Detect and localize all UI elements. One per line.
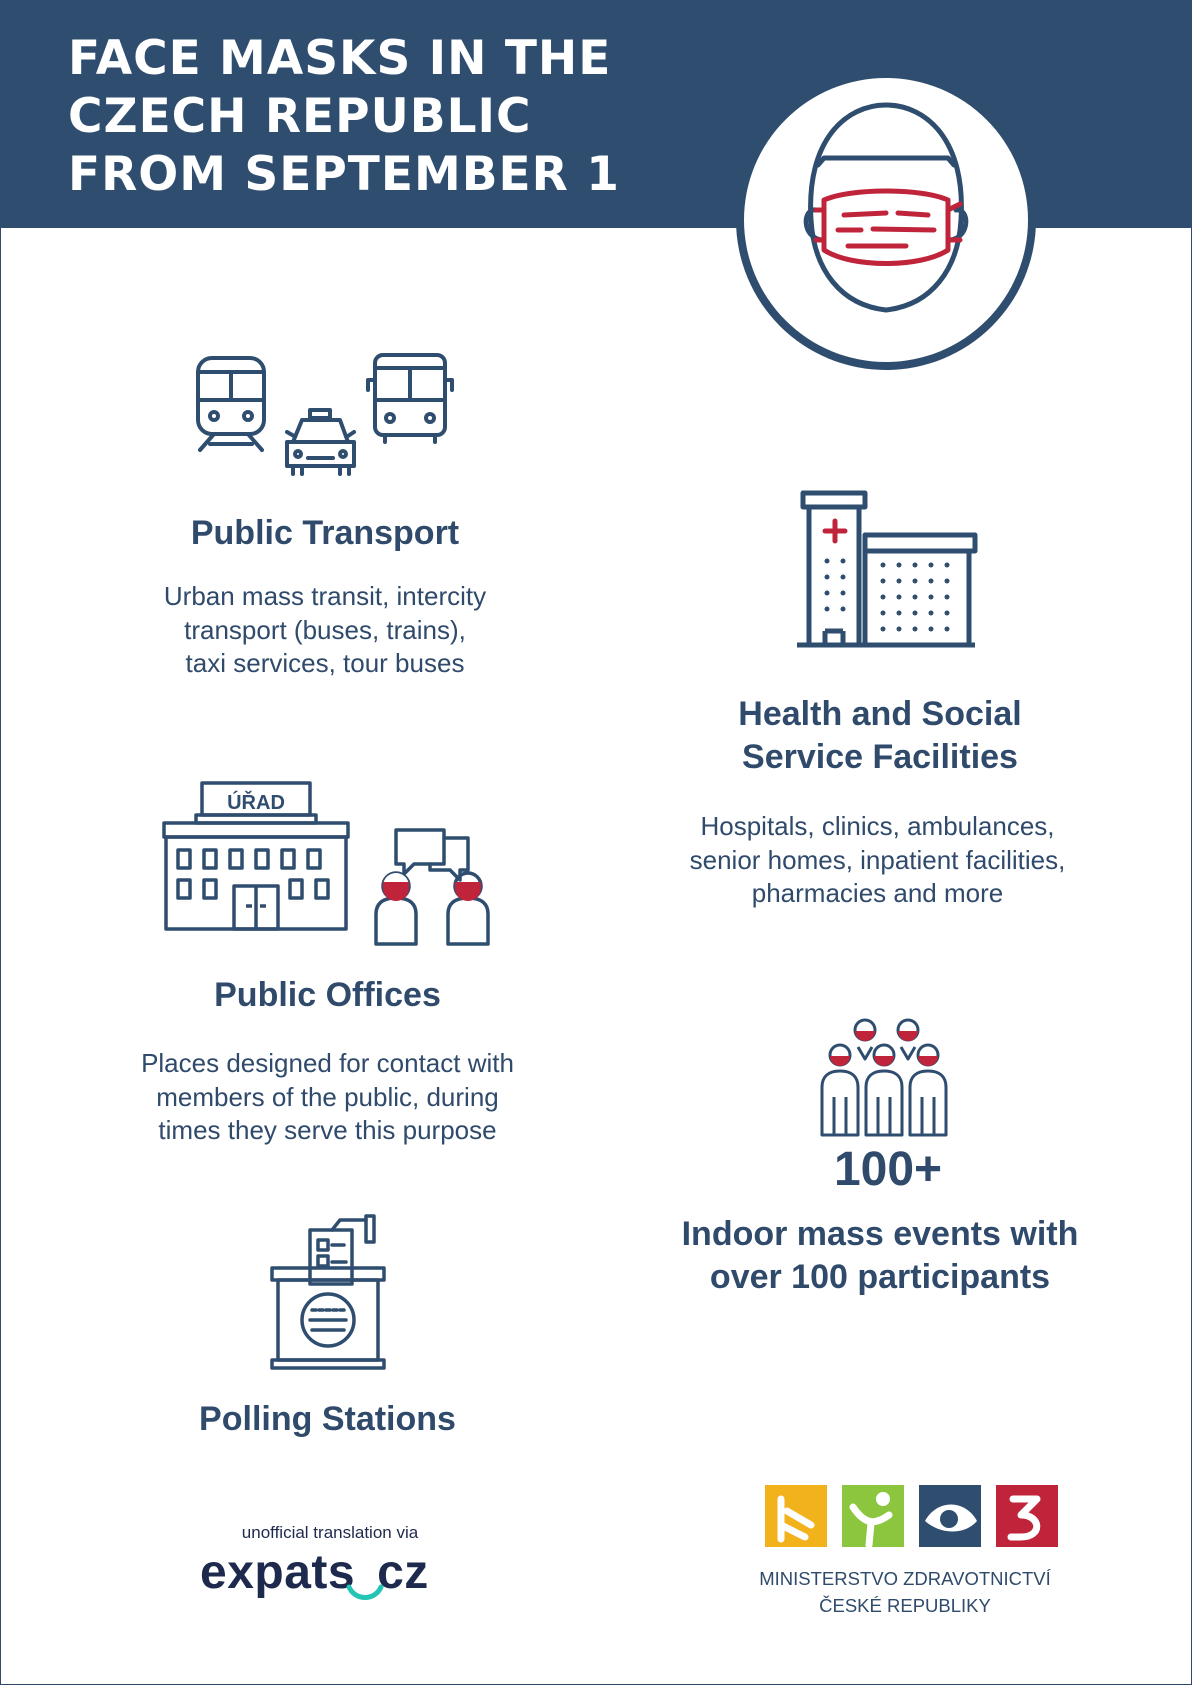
face-mask-icon — [736, 70, 1036, 370]
translation-credit: unofficial translation via — [241, 1523, 419, 1542]
brand-left-text: expats — [200, 1546, 356, 1599]
bus-icon — [368, 355, 452, 442]
mass-events-title: Indoor mass events with over 100 participants — [681, 1215, 1079, 1296]
brand-right-text: cz — [377, 1546, 429, 1599]
public-offices-title: Public Offices — [214, 976, 441, 1014]
public-offices-description: Places designed for contact with members of the public, during times they serve this purpose — [141, 1048, 514, 1145]
hospital-icon — [795, 485, 985, 665]
public-office-icons — [160, 778, 510, 948]
public-transport-title: Public Transport — [190, 514, 460, 552]
taxi-icon — [287, 410, 354, 474]
ministry-of-health-logo — [765, 1485, 1060, 1551]
train-icon — [198, 358, 264, 450]
ballot-box-icon — [270, 1212, 395, 1372]
health-facilities-description: Hospitals, clinics, ambulances, senior homes, inpatient facilities, pharmacies and more — [689, 811, 1066, 908]
public-transport-description: Urban mass transit, intercity transport (buses, trains), taxi services, tour buses — [163, 581, 487, 678]
office-sign-text: ÚŘAD — [227, 792, 285, 814]
transport-icons — [190, 350, 470, 480]
smile-underline-icon — [345, 1583, 385, 1603]
health-facilities-title: Health and Social Service Facilities — [738, 695, 1022, 776]
participants-count: 100+ — [833, 1143, 943, 1196]
crowd-icon — [820, 1017, 955, 1142]
polling-stations-title: Polling Stations — [199, 1400, 456, 1438]
face-mask-badge — [736, 70, 1036, 370]
ministry-name: MINISTERSTVO ZDRAVOTNICTVÍ ČESKÉ REPUBLIKY — [759, 1568, 1051, 1616]
expats-cz-logo[interactable] — [200, 1545, 429, 1600]
page-title: FACE MASKS IN THE CZECH REPUBLIC FROM SEPTEMBER 1 — [68, 31, 620, 202]
